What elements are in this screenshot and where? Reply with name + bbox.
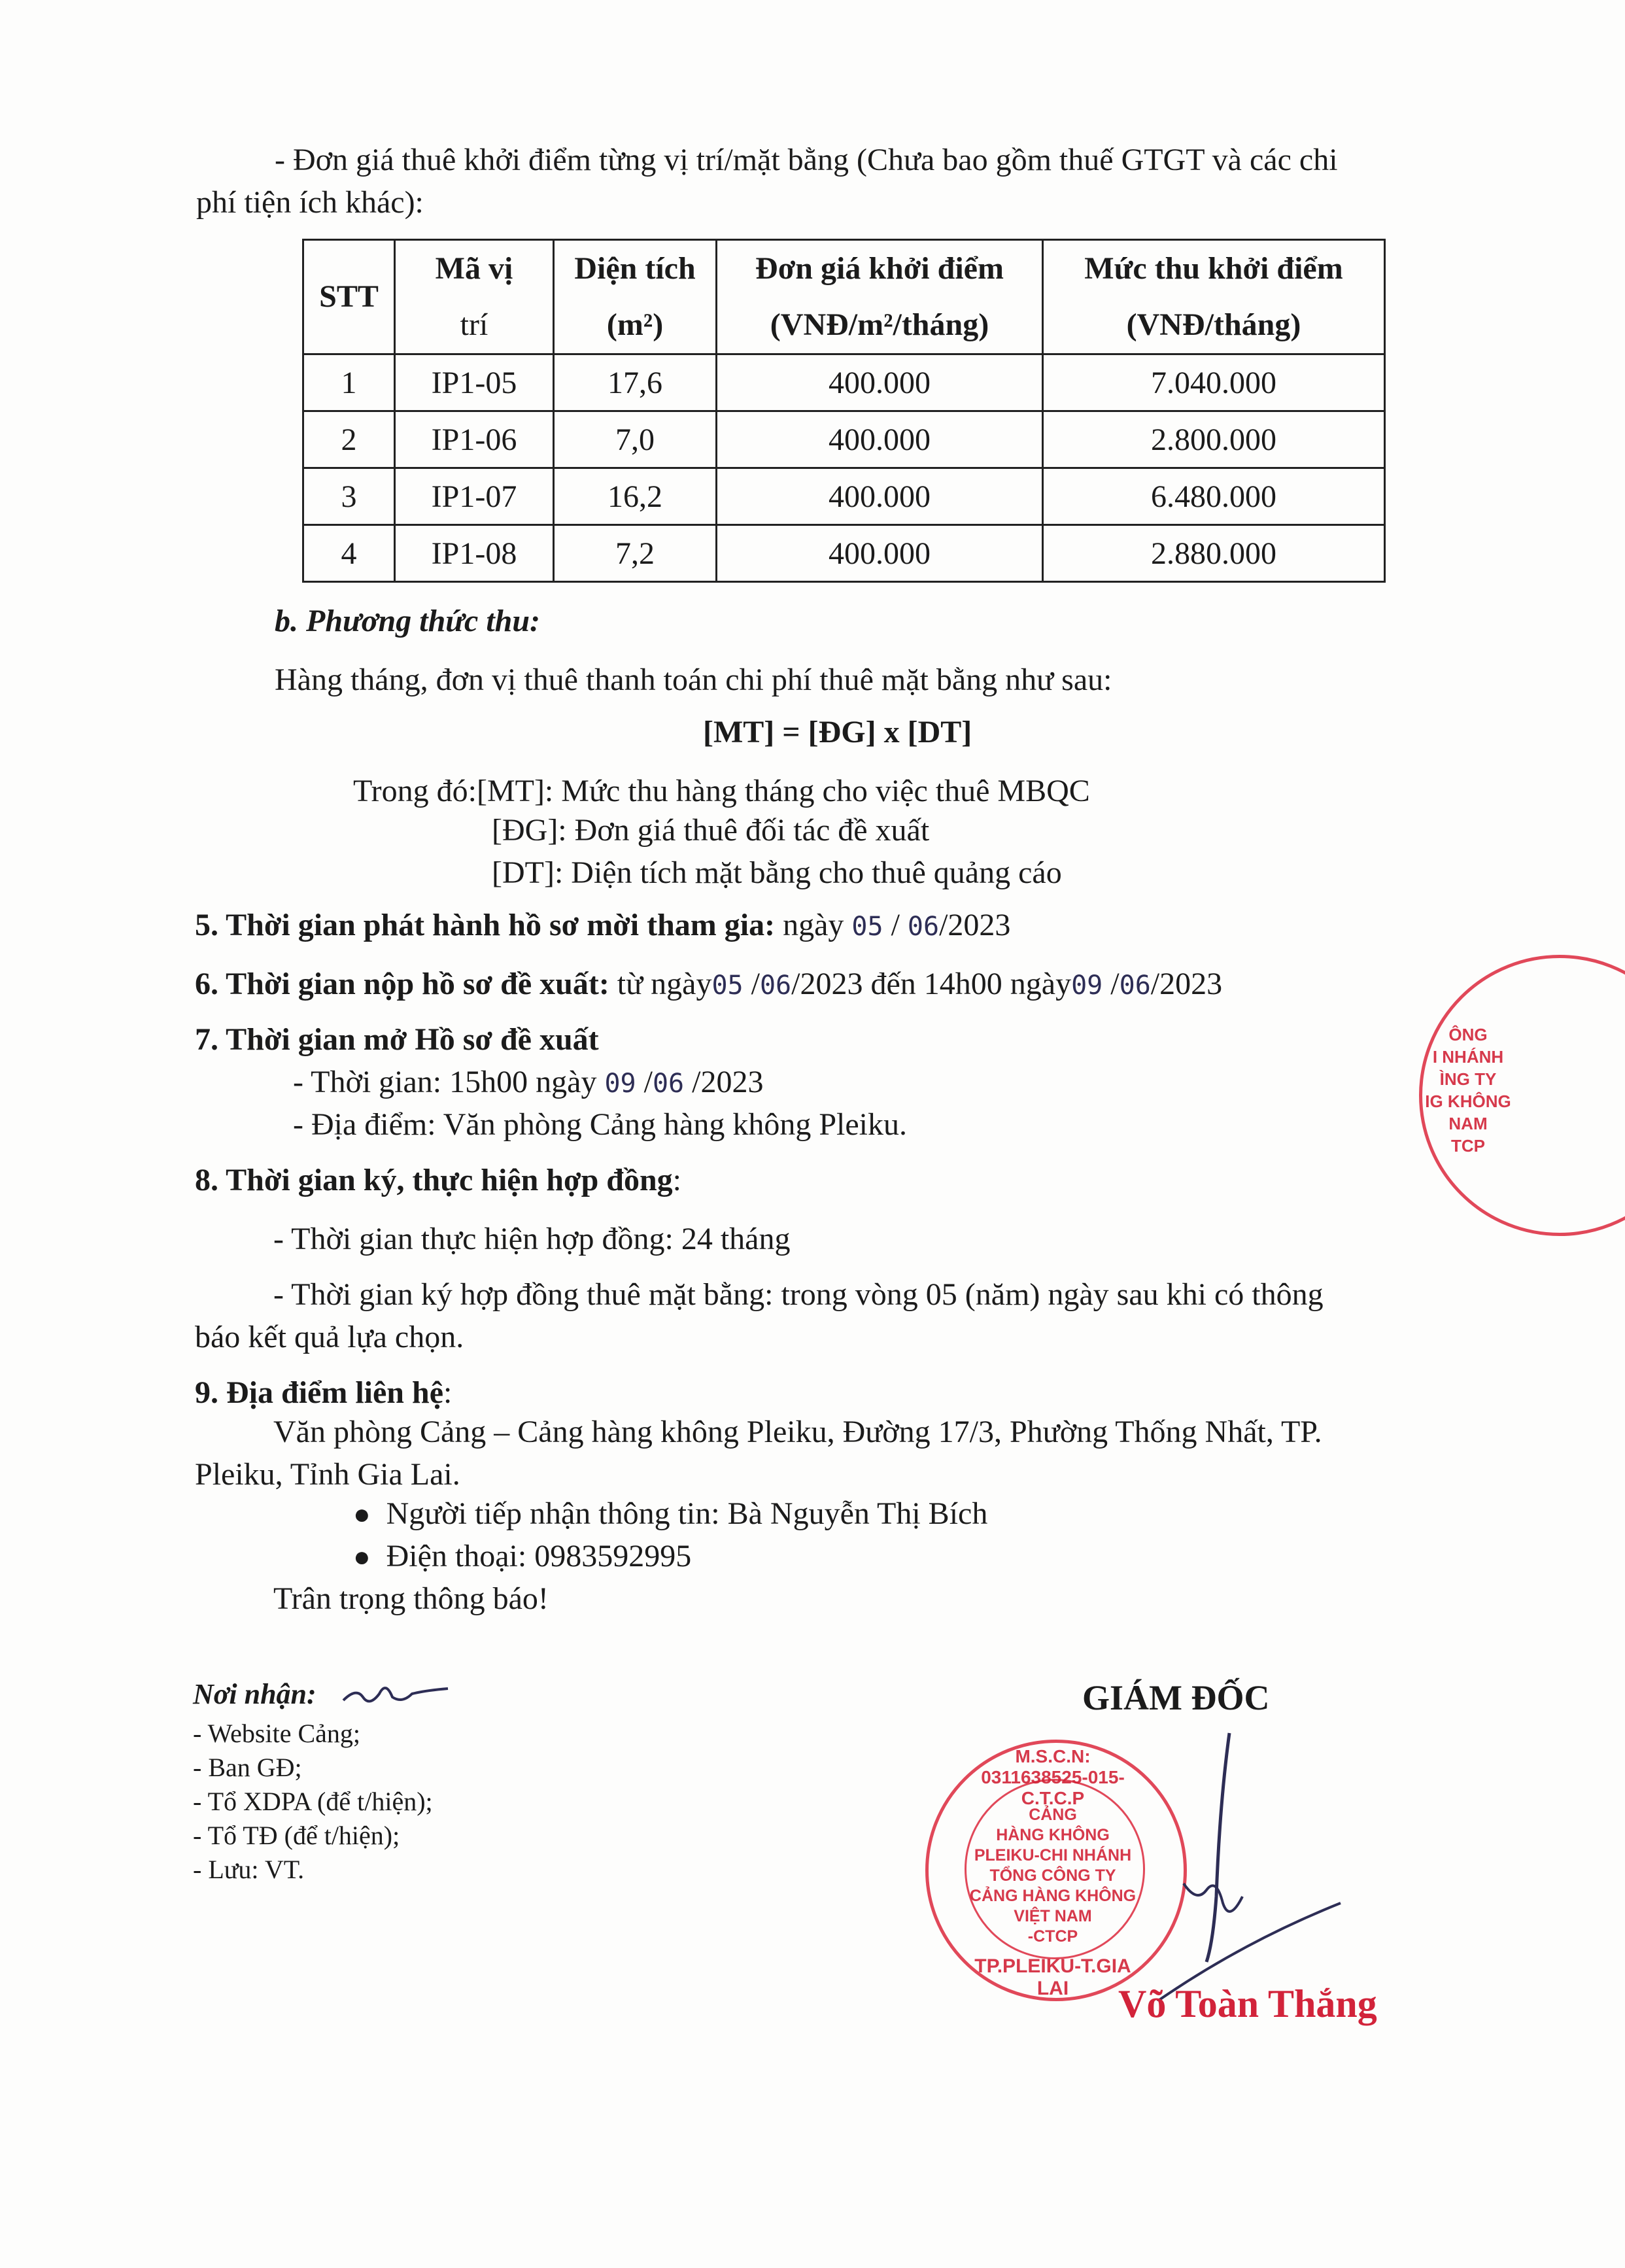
stamp-center-text — [965, 1805, 1141, 1947]
cell-ma: IP1-08 — [395, 525, 554, 582]
bullet-icon: ● — [353, 1541, 371, 1573]
bullet-icon: ● — [353, 1498, 371, 1530]
section-8-duration: - Thời gian thực hiện hợp đồng: 24 tháng — [273, 1222, 791, 1256]
section-6-year: /2023 — [1150, 967, 1223, 1001]
address-line-2: Pleiku, Tỉnh Gia Lai. — [195, 1457, 460, 1492]
intro-line-2: phí tiện ích khác): — [196, 185, 424, 220]
handwritten-month: 06 — [652, 1069, 685, 1099]
list-item: - Tổ TĐ (để t/hiện); — [193, 1821, 400, 1850]
section-6-label: 6. Thời gian nộp hồ sơ đề xuất: — [195, 967, 609, 1001]
section-7-year: /2023 — [692, 1065, 764, 1099]
cell-ma: IP1-05 — [395, 354, 554, 411]
address-line-1: Văn phòng Cảng – Cảng hàng không Pleiku, Đường 17/3, Phường Thống Nhất, TP. — [273, 1415, 1322, 1449]
header-muc-thu: Mức thu khởi điểm (VNĐ/tháng) — [1043, 240, 1385, 354]
handwritten-month: 06 — [759, 971, 792, 1001]
section-9-colon: : — [443, 1375, 453, 1410]
cell-dt: 16,2 — [554, 468, 717, 525]
cell-mt: 2.800.000 — [1043, 411, 1385, 468]
section-6 — [195, 965, 1222, 1005]
recipient-list — [193, 1717, 433, 1887]
date-separator: / — [1110, 967, 1120, 1001]
section-8-sign-line-2: báo kết quả lựa chọn. — [195, 1320, 464, 1354]
section-6-pre: từ ngày — [617, 967, 712, 1001]
handwritten-day: 09 — [1071, 971, 1103, 1001]
signer-position: GIÁM ĐỐC — [1082, 1678, 1270, 1717]
handwritten-day: 09 — [604, 1069, 636, 1099]
cell-mt: 2.880.000 — [1043, 525, 1385, 582]
list-item — [353, 1537, 691, 1577]
section-5 — [195, 906, 1010, 946]
stamp-line: TỔNG CÔNG TY — [989, 1866, 1116, 1885]
signer-name: Võ Toàn Thắng — [1118, 1982, 1377, 2025]
section-b-heading: b. Phương thức thu: — [275, 604, 541, 638]
stamp-ring-text: M.S.C.N: 0311638525-015-C.T.C.P — [981, 1746, 1125, 1808]
formula: [MT] = [ĐG] x [DT] — [703, 715, 972, 749]
intro-line-1: - Đơn giá thuê khởi điểm từng vị trí/mặt bằng (Chưa bao gồm thuế GTGT và các chi — [275, 143, 1338, 177]
header-don-gia: Đơn giá khởi điểm (VNĐ/m²/tháng) — [717, 240, 1043, 354]
cell-mt: 6.480.000 — [1043, 468, 1385, 525]
contact-phone: Điện thoại: 0983592995 — [386, 1539, 692, 1573]
section-5-label: 5. Thời gian phát hành hồ sơ mời tham gia: — [195, 908, 776, 942]
closing-text: Trân trọng thông báo! — [273, 1581, 549, 1616]
cell-dt: 17,6 — [554, 354, 717, 411]
header-stt: STT — [303, 240, 395, 354]
handwritten-day: 05 — [851, 912, 883, 942]
price-table — [302, 239, 1386, 583]
recipients-title: Nơi nhận: — [193, 1678, 316, 1710]
cell-ma: IP1-06 — [395, 411, 554, 468]
section-8-colon: : — [672, 1163, 682, 1197]
initials-scribble — [340, 1674, 451, 1713]
section-b-text: Hàng tháng, đơn vị thuê thanh toán chi phí thuê mặt bằng như sau: — [275, 662, 1112, 697]
header-dien-tich: Diện tích (m²) — [554, 240, 717, 354]
stamp-line: CẢNG — [1029, 1806, 1077, 1824]
section-5-year: /2023 — [939, 908, 1011, 942]
cell-dt: 7,0 — [554, 411, 717, 468]
cell-dg: 400.000 — [717, 411, 1043, 468]
cell-mt: 7.040.000 — [1043, 354, 1385, 411]
section-9-heading — [195, 1373, 452, 1413]
stamp-line: VIỆT NAM — [1014, 1907, 1092, 1925]
partial-stamp-text: ÔNG I NHÁNH ÌNG TY IG KHÔNG NAM TCP — [1425, 1025, 1511, 1156]
handwritten-signature — [1144, 1727, 1354, 2001]
section-9-label: 9. Địa điểm liên hệ — [195, 1375, 443, 1410]
section-7-label: 7. Thời gian mở Hồ sơ đề xuất — [195, 1022, 599, 1057]
table-row — [303, 525, 1385, 582]
list-item — [353, 1494, 987, 1534]
where-line-3: [DT]: Diện tích mặt bằng cho thuê quảng cáo — [492, 855, 1062, 890]
section-8-label: 8. Thời gian ký, thực hiện hợp đồng — [195, 1163, 673, 1197]
header-ma-vi-tri: Mã vị trí — [395, 240, 554, 354]
list-item: - Ban GĐ; — [193, 1753, 302, 1782]
cell-dg: 400.000 — [717, 525, 1043, 582]
cell-dt: 7,2 — [554, 525, 717, 582]
section-7-time — [293, 1063, 763, 1103]
table-row — [303, 468, 1385, 525]
section-7-place: - Địa điểm: Văn phòng Cảng hàng không Pleiku. — [293, 1107, 907, 1142]
section-8-sign-line-1: - Thời gian ký hợp đồng thuê mặt bằng: trong vòng 05 (năm) ngày sau khi có thông — [273, 1277, 1324, 1312]
stamp-line: HÀNG KHÔNG — [996, 1826, 1110, 1844]
section-7-time-pre: - Thời gian: 15h00 ngày — [293, 1065, 597, 1099]
table-row — [303, 411, 1385, 468]
cell-stt: 4 — [303, 525, 395, 582]
cell-dg: 400.000 — [717, 354, 1043, 411]
date-separator: / — [751, 967, 760, 1001]
section-8-heading — [195, 1161, 681, 1200]
date-separator: / — [891, 908, 900, 942]
where-line-2: [ĐG]: Đơn giá thuê đối tác đề xuất — [492, 813, 930, 848]
handwritten-day: 05 — [711, 971, 744, 1001]
cell-stt: 3 — [303, 468, 395, 525]
handwritten-month: 06 — [1119, 971, 1151, 1001]
where-line-1: Trong đó:[MT]: Mức thu hàng tháng cho việc thuê MBQC — [353, 774, 1090, 808]
contact-person: Người tiếp nhận thông tin: Bà Nguyễn Thị Bích — [386, 1496, 988, 1531]
list-item: - Website Cảng; — [193, 1719, 360, 1748]
list-item: - Tổ XDPA (để t/hiện); — [193, 1787, 433, 1816]
cell-stt: 1 — [303, 354, 395, 411]
table-row — [303, 354, 1385, 411]
section-5-pre: ngày — [783, 908, 844, 942]
table-header-row — [303, 240, 1385, 354]
section-6-mid: /2023 đến 14h00 ngày — [791, 967, 1072, 1001]
cell-ma: IP1-07 — [395, 468, 554, 525]
list-item: - Lưu: VT. — [193, 1855, 305, 1884]
handwritten-month: 06 — [907, 912, 940, 942]
stamp-line: CẢNG HÀNG KHÔNG — [969, 1887, 1137, 1905]
stamp-line: PLEIKU-CHI NHÁNH — [974, 1846, 1132, 1864]
date-separator: / — [643, 1065, 653, 1099]
cell-dg: 400.000 — [717, 468, 1043, 525]
stamp-line: -CTCP — [1027, 1927, 1078, 1946]
cell-stt: 2 — [303, 411, 395, 468]
stamp-bottom-text: TP.PLEIKU-T.GIA LAI — [974, 1955, 1131, 1999]
